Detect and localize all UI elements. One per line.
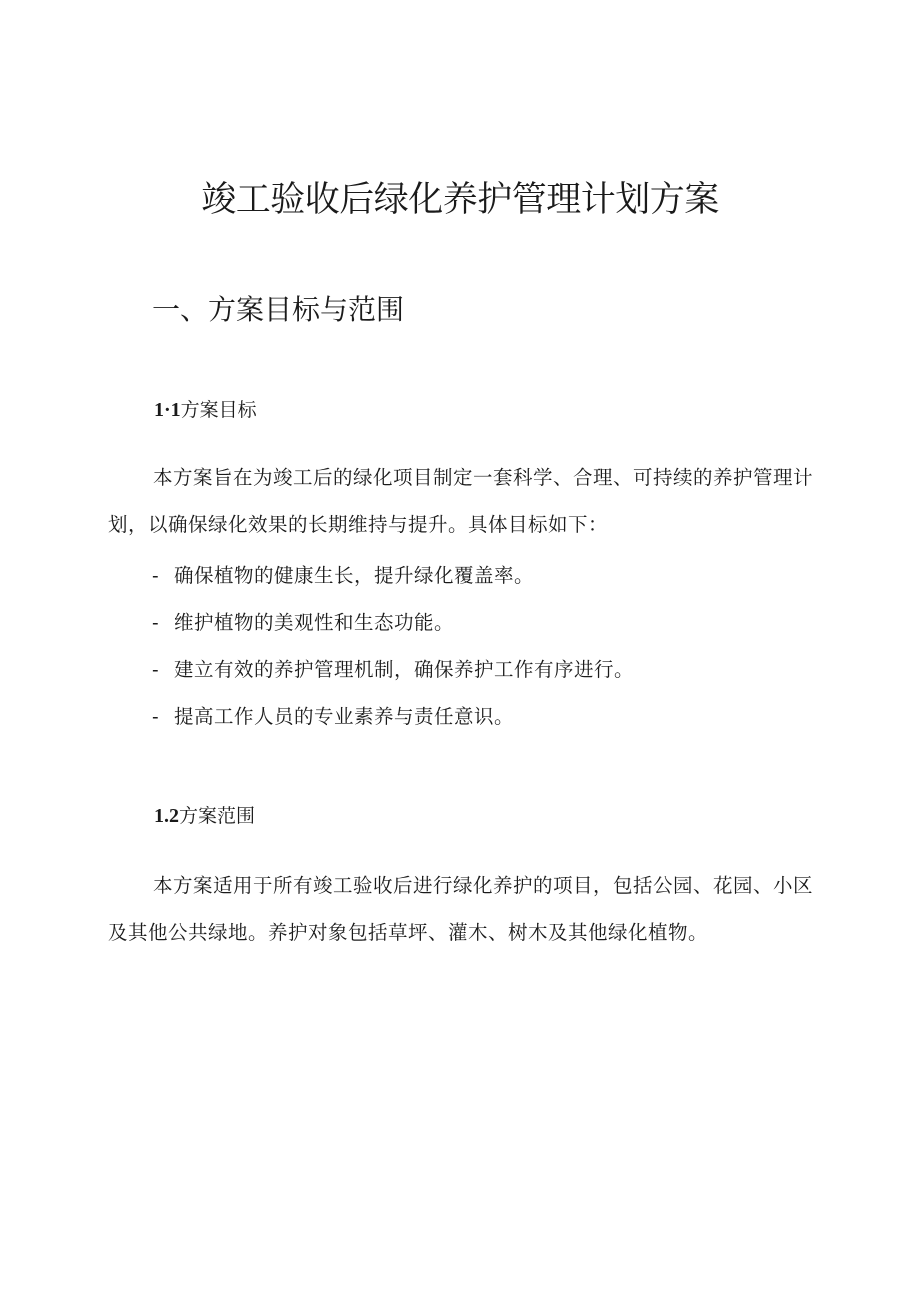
list-item	[152, 599, 634, 646]
subsection-title: 方案范围	[179, 805, 256, 827]
subsection-heading-1-1	[154, 396, 257, 424]
list-item	[152, 693, 634, 740]
list-item-text: 维护植物的美观性和生态功能。	[174, 611, 455, 634]
list-item	[152, 646, 634, 693]
dash-marker: -	[152, 611, 160, 634]
subsection-number: 1·1	[154, 399, 181, 421]
document-title: 竣工验收后绿化养护管理计划方案	[201, 180, 719, 220]
dash-marker: -	[152, 705, 160, 728]
goal-list	[152, 552, 634, 740]
subsection-number: 1.2	[154, 805, 179, 827]
dash-marker: -	[152, 658, 160, 681]
scope-paragraph: 本方案适用于所有竣工验收后进行绿化养护的项目，包括公园、花园、小区及其他公共绿地。养护对象包括草坪、灌木、树木及其他绿化植物。	[108, 874, 814, 944]
section-heading-1: 一、方案目标与范围	[152, 293, 405, 326]
subsection-title: 方案目标	[180, 399, 257, 421]
subsection-heading-1-2	[154, 802, 255, 830]
list-item	[152, 552, 634, 599]
list-item-text: 提高工作人员的专业素养与责任意识。	[174, 705, 515, 728]
dash-marker: -	[152, 564, 160, 587]
list-item-text: 确保植物的健康生长，提升绿化覆盖率。	[174, 564, 535, 587]
list-item-text: 建立有效的养护管理机制，确保养护工作有序进行。	[174, 658, 635, 681]
goal-paragraph: 本方案旨在为竣工后的绿化项目制定一套科学、合理、可持续的养护管理计划，以确保绿化效果的长期维持与提升。具体目标如下：	[108, 466, 814, 536]
